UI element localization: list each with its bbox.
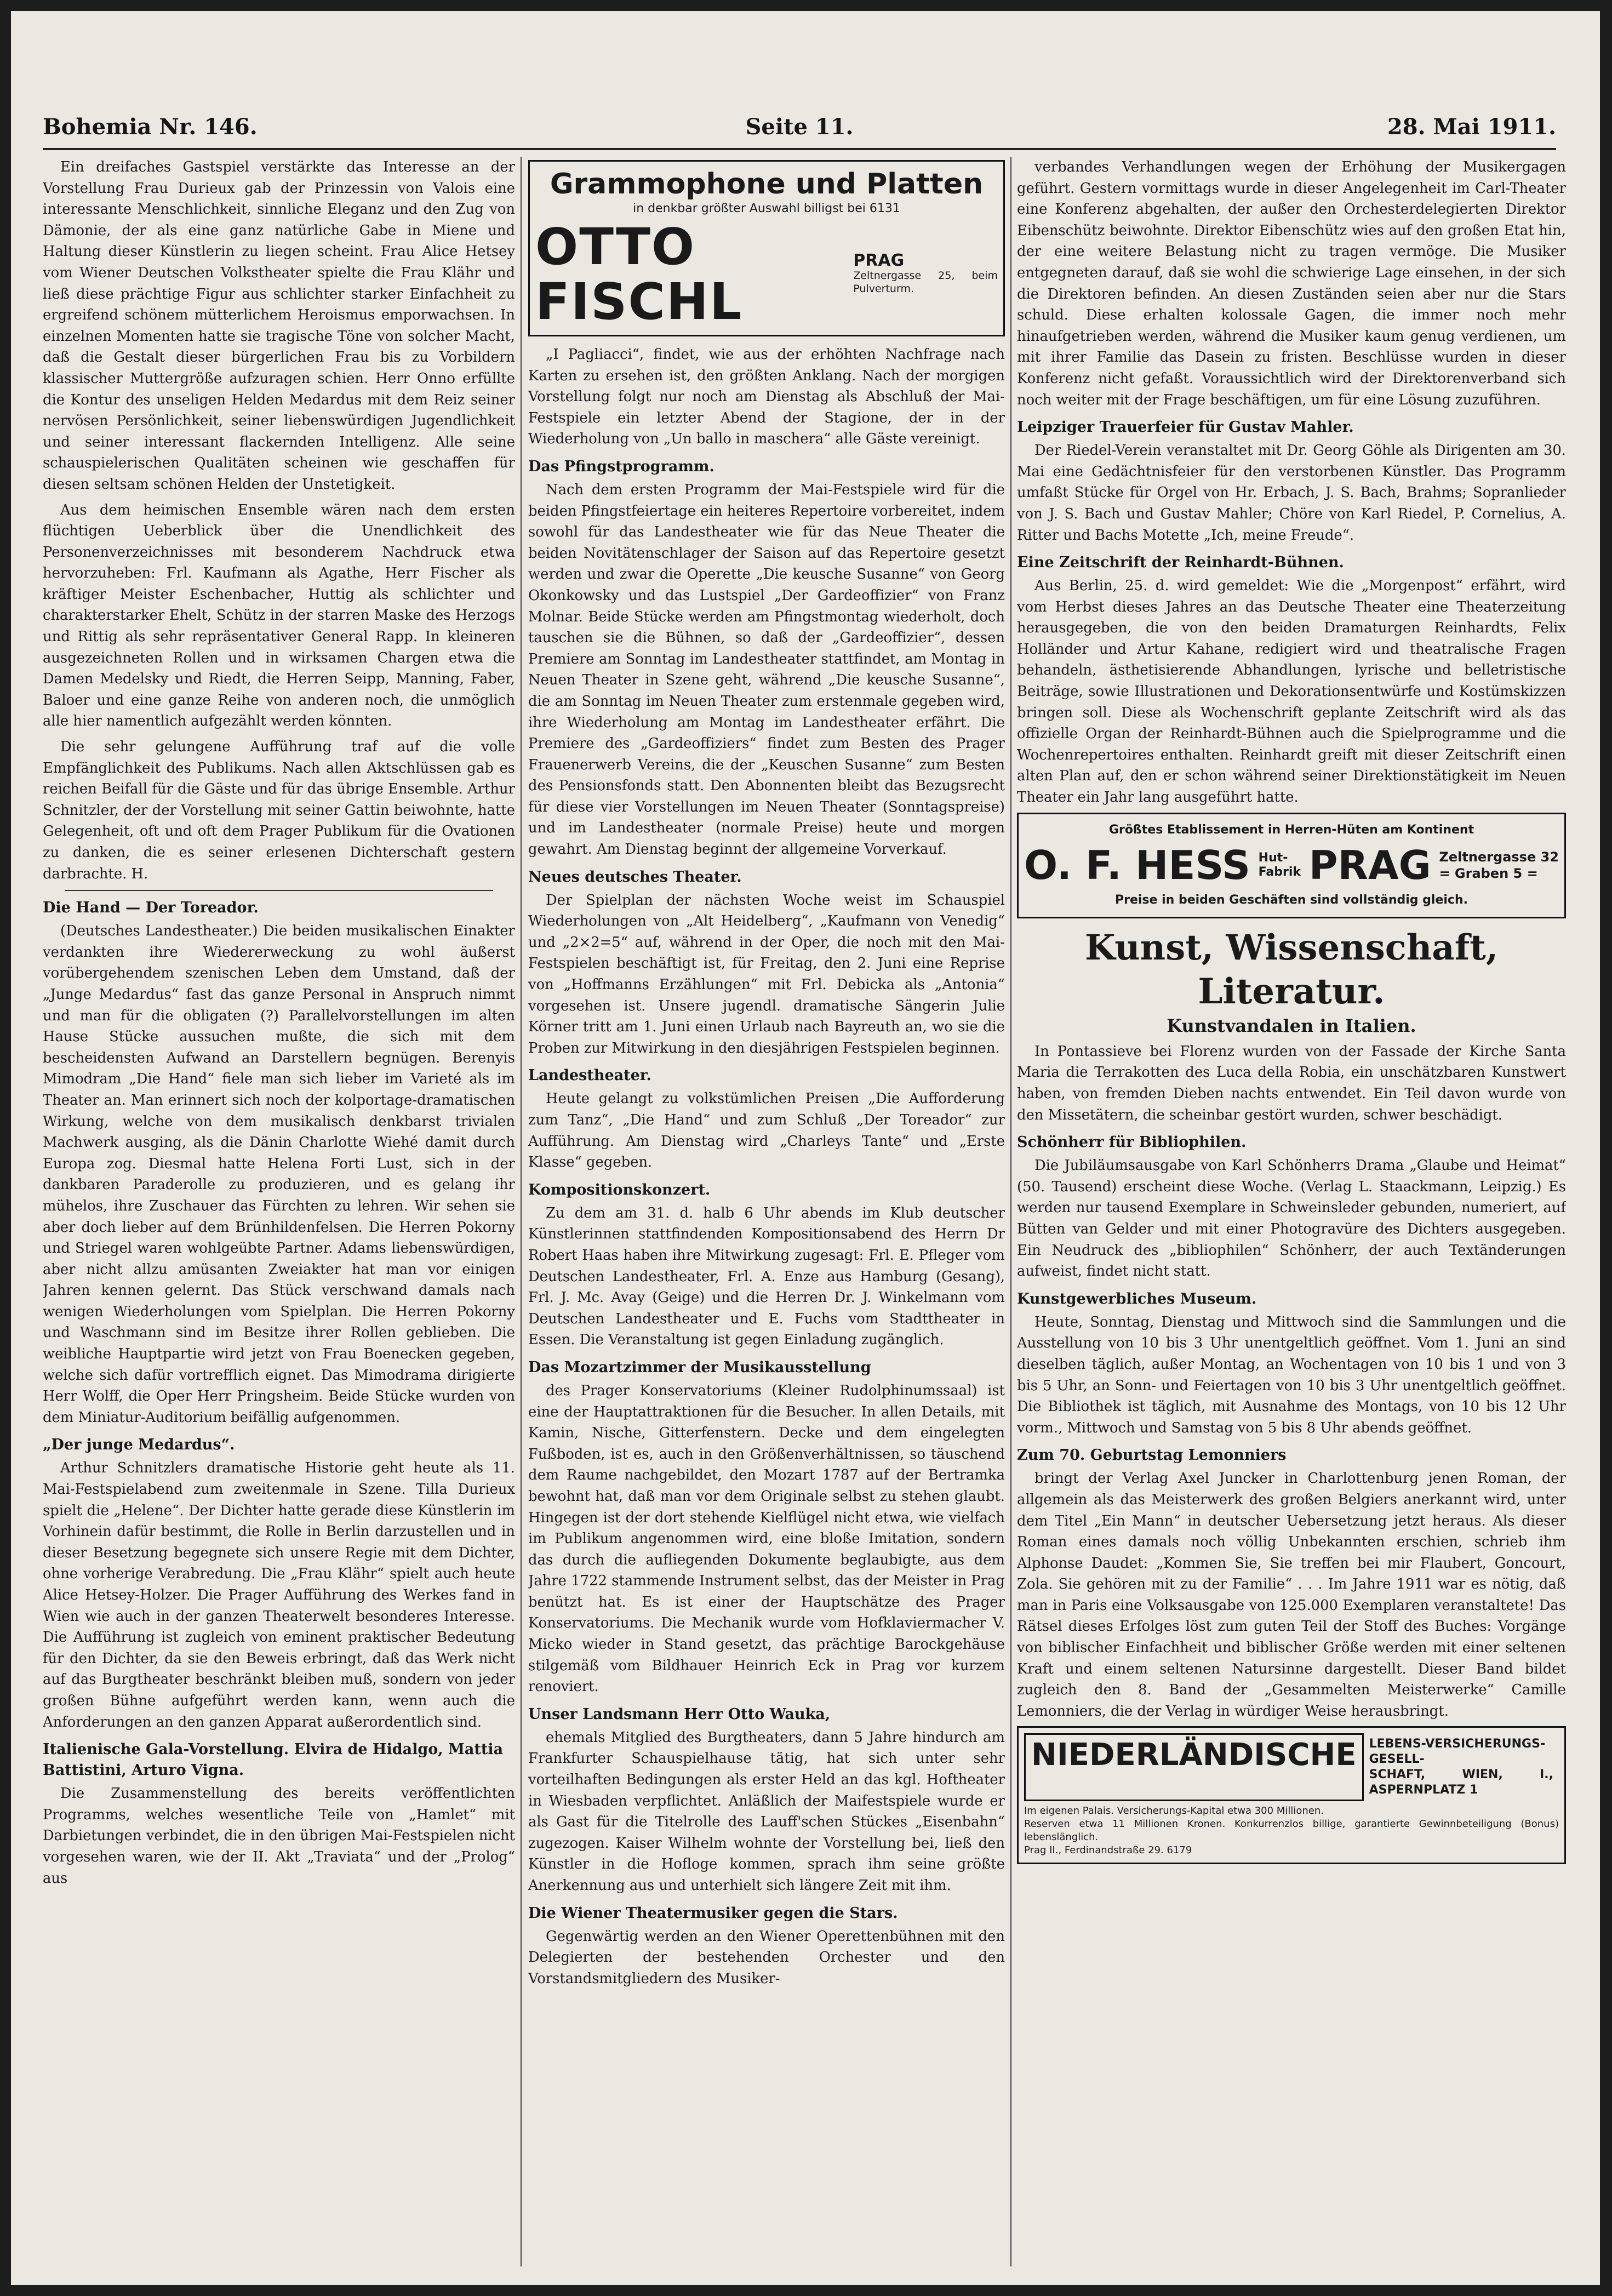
ad-city: PRAG [1308, 842, 1431, 888]
ad-code: 6131 [869, 202, 900, 215]
ad-subtitle [535, 201, 998, 216]
article-paragraph: Aus Berlin, 25. d. wird gemeldet: Wie die „Morgenpost“ erfährt, wird vom Herbst dieses Jahres an das Deutsche Theater eine Theaterzeitung herausgegeben, die von den beiden Dramaturgen Reinhardts, Felix Holländer und Artur Kahane, redigiert wird und theatralische Fragen behandeln, ästhetisierende Abhandlungen, lyrische und belletristische Beiträge, sowie Illustrationen und Dekorationsentwürfe und Kostümskizzen bringen soll. Diese als Wochenschrift geplante Zeitschrift wird als das offizielle Organ der Reinhardt-Bühnen auch die Spielprogramme und die Wochenrepertoires enthalten. Reinhardt greift mit dieser Zeitschrift einen alten Plan auf, den er schon während seiner Direktionstätigkeit im Neuen Theater ein Jahr lang ausgeführt hatte. [1017, 578, 1566, 806]
ad-main-row [1024, 1733, 1559, 1801]
ad-business-type-2: Fabrik [1258, 865, 1301, 879]
article-paragraph: Aus dem heimischen Ensemble wären nach dem ersten flüchtigen Ueberblick über die Unendlichkeit des Personenverzeichnisses mit besonderem Nachdruck etwa hervorzuheben: Frl. Kaufmann als Agathe, Herr Fischer als kräftiger Meister Eschenbacher, Huttig als schlichter und charakterstarker Ehelt, Schütz in der starren Maske des Herzogs und Rittig als sehr repräsentativer General Rapp. In kleineren ausgezeichneten Rollen und in wirksamen Chargen etwa die Damen Medelsky und Riedt, die Herren Seipp, Manning, Faber, Baloer und eine ganze Reihe von anderen noch, die unmöglich alle hier namentlich aufgezählt werden könnten. [43, 501, 515, 730]
advertisement-hess [1017, 813, 1566, 918]
article-heading: Unser Landsmann Herr Otto Wauka, [528, 1705, 831, 1723]
article-paragraph: Zu dem am 31. d. halb 6 Uhr abends im Klub deutscher Künstlerinnen stattfindenden Kompositionsabend des Herrn Dr Robert Haas haben ihre Mitwirkung zugesagt: Frl. E. Pfleger vom Deutschen Landestheater, Frl. A. Enze aus Hamburg (Gesang), Frl. J. Mc. Avay (Geige) und die Herren Dr. J. Winkelmann vom Deutschen Landestheater und E. Fuchs vom Stadttheater in Essen. Die Veranstaltung ist gegen Einladung zugänglich. [528, 1204, 1005, 1349]
article-heading: Das Mozartzimmer der Musikausstellung [528, 1358, 871, 1376]
ad-business-type-1: Hut- [1258, 851, 1288, 865]
advertisement-niederlaendische [1017, 1726, 1566, 1864]
article-paragraph: Ein dreifaches Gastspiel verstärkte das Interesse an der Vorstellung Frau Durieux gab der Prinzessin von Valois eine interessante Menschlichkeit, sinnliche Eleganz und den Zug von Dämonie, der als eine ganz natürliche Gabe in Miene und Haltung dieser Künstlerin zu liegen scheint. Frau Alice Hetsey vom Wiener Deutschen Volkstheater spielte die Frau Klähr und ließ diese prächtige Figur aus schlichter starker Einfachheit zu ergreifend schönem mütterlichem Heroismus emporwachsen. In einzelnen Momenten hatte sie tragische Töne von solcher Macht, daß die Gestalt dieser bürgerlichen Frau bis zu Vorbildern klassischer Muttergröße aufzuragen schien. Herr Onno erfüllte die Kontur des unseligen Helden Medardus mit dem Reiz seiner nervösen Persönlichkeit, seiner liebenswürdigen Jugendlichkeit und seiner interessant flackernden Intelligenz. Alle seine schauspielerischen Qualitäten scheinen wie geschaffen für diesen seltsam schönen Helden der Unstetigkeit. [43, 159, 515, 493]
ad-small-line: Im eigenen Palais. Versicherungs-Kapital etwa 300 Millionen. [1024, 1805, 1324, 1817]
article-heading: Die Wiener Theatermusiker gegen die Stars. [528, 1904, 898, 1922]
header-page-number: Seite 11. [745, 114, 854, 140]
article-heading: Leipziger Trauerfeier für Gustav Mahler. [1017, 419, 1354, 436]
ad-title: Grammophone und Platten [550, 168, 984, 201]
advertisement-grammophon [528, 160, 1005, 336]
article-paragraph: In Pontassieve bei Florenz wurden von der Fassade der Kirche Santa Maria die Terrakotten des Luca della Robia, ein unschätzbaren Kunstwert haben, von fremden Dieben nachts entwendet. Ein Teil davon wurde von den Missetätern, die scheinbar gestört wurden, schwer beschädigt. [1017, 1043, 1566, 1123]
article-heading: Schönherr für Bibliophilen. [1017, 1134, 1247, 1151]
ad-company-name: NIEDERLÄNDISCHE [1024, 1733, 1364, 1801]
column-left [43, 157, 515, 2272]
ad-footer: Preise in beiden Geschäften sind vollständig gleich. [1115, 893, 1468, 907]
article-heading: Zum 70. Geburtstag Lemonniers [1017, 1447, 1287, 1464]
ad-main-row [1024, 843, 1559, 888]
ad-small-print [1024, 1804, 1559, 1857]
ad-address-2: = Graben 5 = [1439, 866, 1538, 882]
article-paragraph: Die Jubiläumsausgabe von Karl Schönherrs Drama „Glaube und Heimat“ (50. Tausend) erscheint diese Woche. (Verlag L. Staackmann, Leipzig.) Es werden nur tausend Exemplare in Schweinsleder gebunden, numeriert, auf Bütten van Gelder und mit einer Photogravüre des Dichters ausgegeben. Ein Neudruck des „bibliophilen“ Schönherr, der auch Textänderungen aufweist, findet nicht statt. [1017, 1157, 1566, 1280]
newspaper-page [11, 11, 1600, 2285]
article-heading: Italienische Gala-Vorstellung. Elvira de Hidalgo, Mattia Battistini, Arturo Vigna. [43, 1741, 504, 1779]
article-paragraph: des Prager Konservatoriums (Kleiner Rudolphinumssaal) ist eine der Hauptattraktionen für die Besucher. In allen Details, mit Kamin, Nische, Gitterfenstern. Decke und dem eingelegten Fußboden, ist es, auch in den Größenverhältnissen, so täuschend dem Raume nachgebildet, den Mozart 1787 auf der Bertramka bewohnt hat, daß man vor dem Originale selbst zu stehen glaubt. Hingegen ist der dort stehende Kielflügel nicht etwa, wie vielfach im Publikum angenommen wird, eine bloße Imitation, sondern das durch die aufliegenden Dokumente beglaubigte, aus dem Jahre 1722 stammende Instrument selbst, das der Meister in Prag benützt hat. Es ist einer der Hauptschätze des Prager Konservatoriums. Die Mechanik wurde vom Hofklaviermacher V. Micko wieder in Stand gesetzt, das prächtige Barockgehäuse stilgemäß vom Bildhauer Heinrich Eck in Prag vor kurzem renoviert. [528, 1382, 1005, 1695]
article-heading: Eine Zeitschrift der Reinhardt-Bühnen. [1017, 554, 1344, 572]
article-paragraph: Arthur Schnitzlers dramatische Historie geht heute als 11. Mai-Festspielabend zum zweitenmale in Szene. Tilla Durieux spielt die „Helene“. Der Dichter hatte gerade diese Künstlerin im Vorhinein dafür bestimmt, die Rolle in Berlin darzustellen und in dieser Besetzung begegnete sich unsere Regie mit dem Dichter, ohne vorherige Verabredung. Die „Frau Klähr“ spielt auch heute Alice Hetsey-Holzer. Die Prager Aufführung des Werkes fand in Wien wie auch in der ganzen Theaterwelt besonderes Interesse. Die Aufführung ist zugleich von eminent praktischer Bedeutung für den Dichter, da sie den Beweis erbringt, daß das Werk nicht auf das Burgtheater beschränkt bleiben muß, sondern von jeder großen Bühne aufgeführt werden kann, wenn auch die Anforderungen an den ganzen Apparat außerordentlich sind. [43, 1460, 515, 1730]
page-header [43, 108, 1556, 147]
article-heading: Kompositionskonzert. [528, 1181, 711, 1198]
article-paragraph: ehemals Mitglied des Burgtheaters, dann 5 Jahre hindurch am Frankfurter Schauspielhause tätig, hat sich unter sehr vorteilhaften Bedingungen als erster Held an das kgl. Hoftheater in Wiesbaden verpflichtet. Anläßlich der Maifestspiele wurde er als Gast für die Titelrolle des Lauff'schen Stückes „Eisenbahn“ zugezogen. Kaiser Wilhelm wohnte der Vorstellung bei, ließ den Künstler in die Hofloge kommen, sprach ihm seine größte Anerkennung aus und unterhielt sich längere Zeit mit ihm. [528, 1729, 1005, 1894]
article-separator [65, 890, 493, 891]
article-paragraph: „I Pagliacci“, findet, wie aus der erhöhten Nachfrage nach Karten zu ersehen ist, den größten Anklang. Nach der morgigen Vorstellung folgt nur noch am Dienstag als Abschluß der Mai-Festspiele ein letzter Abend der Stagione, der in der Wiederholung von „Un ballo in maschera“ alle Gäste vereinigt. [528, 346, 1005, 448]
ad-city: PRAG [853, 250, 905, 270]
article-paragraph: Gegenwärtig werden an den Wiener Operettenbühnen mit den Delegierten der bestehenden Orchester und den Vorstandsmitgliedern des Musiker- [528, 1928, 1005, 1987]
article-paragraph: Die Zusammenstellung des bereits veröffentlichten Programms, welches wesentliche Teile von „Hamlet“ mit Darbietungen verbindet, die in den übrigen Mai-Festspielen nicht vorgesehen waren, wie der II. Akt „Traviata“ und der „Prolog“ aus [43, 1785, 515, 1887]
section-subtitle: Kunstvandalen in Italien. [1167, 1015, 1416, 1036]
article-paragraph: bringt der Verlag Axel Juncker in Charlottenburg jenen Roman, der allgemein als das Meisterwerk des großen Belgiers anerkannt wird, unter dem Titel „Ein Mann“ in deutscher Uebersetzung jetzt heraus. Als dieser Roman eines damals noch völlig Unbekannten erschien, schrieb ihm Alphonse Daudet: „Kommen Sie, Sie treffen bei mir Flaubert, Goncourt, Zola. Sie gehören mit zu der Familie“ . . . Im Jahre 1911 war es nötig, daß man in Paris eine Volksausgabe von 125.000 Exemplaren veranstaltete! Das Rätsel dieses Erfolges löst zum guten Teil der Stoff des Buches: Vorgänge von biblischer Einfachheit und biblischer Größe werden mit einer seltenen Kraft und einem seltenen Natursinne dargestellt. Dieser Band bildet zugleich den 8. Band der „Gesammelten Meisterwerke“ Camille Lemonniers, die der Verlag in würdiger Weise herausbringt. [1017, 1470, 1566, 1720]
article-heading: Kunstgewerbliches Museum. [1017, 1290, 1257, 1307]
ad-address-block [853, 250, 998, 295]
column-middle [528, 157, 1005, 2272]
article-paragraph: Der Spielplan der nächsten Woche weist im Schauspiel Wiederholungen von „Alt Heidelberg“, „Kaufmann von Venedig“ und „2×2=5“ auf, während in der Oper, die noch mit den Mai-Festspielen beschäftigt ist, für Freitag, den 2. Juni eine Reprise von „Hoffmanns Erzählungen“ mit Frl. Debicka als „Antonia“ vorgesehen ist. Unsere jugendl. dramatische Sängerin Julie Körner tritt am 1. Juni einen Urlaub nach Bayreuth an, wo sie die Proben zur Mitwirkung in den diesjährigen Festspielen beginnen. [528, 892, 1005, 1056]
article-heading: Die Hand — Der Toreador. [43, 899, 259, 917]
header-rule [43, 148, 1556, 150]
article-paragraph: verbandes Verhandlungen wegen der Erhöhung der Musikergagen geführt. Gestern vormittags wurde in dieser Angelegenheit im Carl-Theater eine Konferenz abgehalten, der außer den Orchesterdelegierten Direktor Eibenschütz beiwohnte. Direktor Eibenschütz wies auf den großen Etat hin, der eine weitere Belastung nicht zu tragen vermöge. Die Musiker entgegneten darauf, daß sie wohl die schwierige Lage einsehen, in der sich die Direktoren befinden. An diesen Zuständen seien aber nur die Stars schuld. Diese erhalten kolossale Gagen, die immer noch mehr hinaufgetrieben werden, während die Musiker kaum genug verdienen, um mit ihrer Familie das Dasein zu fristen. Beschlüsse wurden in dieser Konferenz nicht gefaßt. Voraussichtlich wird der Direktorenverband sich noch weiter mit der Frage beschäftigen, um für eine Lösung zuzuführen. [1017, 159, 1566, 408]
article-paragraph: Heute, Sonntag, Dienstag und Mittwoch sind die Sammlungen und die Ausstellung von 10 bis 3 Uhr unentgeltlich geöffnet. Vom 1. Juni an sind dieselben täglich, außer Montag, an Wochentagen von 10 bis 1 und von 3 bis 5 Uhr, an Sonn- und Feiertagen von 10 bis 3 Uhr unentgeltlich geöffnet. Die Bibliothek ist täglich, mit Ausnahme des Montags, von 10 bis 12 Uhr vorm., Mittwoch und Samstag von 5 bis 8 Uhr abends geöffnet. [1017, 1313, 1566, 1436]
ad-address-block [1439, 849, 1559, 882]
article-paragraph: Nach dem ersten Programm der Mai-Festspiele wird für die beiden Pfingstfeiertage ein heiteres Repertoire vorbereitet, indem sowohl für das Landestheater wie für das Neue Theater die beiden Novitätenschlager der Saison auf das Repertoire gesetzt werden und zwar die Operette „Die keusche Susanne“ von Georg Okonkowsky und das Lustspiel „Der Gardeoffizier“ von Franz Molnar. Beide Stücke werden am Pfingstmontag wiederholt, doch tauschen sie die Bühnen, so daß der „Gardeoffizier“, dessen Premiere am Sonntag im Landestheater stattfindet, am Montag in Neuen Theater in Szene geht, während „Die keusche Susanne“, die am Sonntag im Neuen Theater zum erstenmale gegeben wird, ihre Wiederholung am Montag im Landestheater erfährt. Die Premiere des „Gardeoffiziers“ findet zum Besten des Prager Frauenerwerb Vereins, die der „Keuschen Susanne“ zum Besten des Pensionsfonds statt. Den Abonnenten bleibt das Bezugsrecht für diese vier Vorstellungen im Neuen Theater (Sonntagspreise) und im Landestheater (normale Preise) heute und morgen gewahrt. Am Dienstag beginnt der allgemeine Vorverkauf. [528, 481, 1005, 858]
ad-address-1: Zeltnergasse 32 [1439, 849, 1559, 865]
header-issue: Bohemia Nr. 146. [43, 114, 258, 140]
ad-company-detail-1: LEBENS-VERSICHERUNGS-GESELL- [1369, 1737, 1546, 1767]
ad-address: Zeltnergasse 25, beim Pulverturm. [853, 269, 998, 295]
ad-main-row [535, 220, 998, 329]
section-title: Kunst, Wissenschaft, Literatur. [1084, 927, 1499, 1012]
ad-company-name: OTTO FISCHL [535, 218, 743, 331]
ad-small-line: Prag II., Ferdinandstraße 29. 6179 [1024, 1844, 1192, 1857]
article-heading: Landestheater. [528, 1067, 651, 1084]
column-right [1017, 157, 1566, 2272]
column-divider [521, 157, 522, 2266]
ad-small-line: Reserven etwa 11 Millionen Kronen. Konkurrenzlos billige, garantierte Gewinnbeteiligung (Bonus) lebenslänglich. [1024, 1818, 1559, 1843]
article-paragraph: Die sehr gelungene Aufführung traf auf die volle Empfänglichkeit des Publikums. Nach allen Aktschlüssen gab es reichen Beifall für die Gäste und für das übrige Ensemble. Arthur Schnitzler, der der Vorstellung mit seiner Gattin beiwohnte, hatte Gelegenheit, oft und oft dem Prager Publikum für die Ovationen zu danken, die es seiner erlesenen Dichterschaft gestern darbrachte. H. [43, 739, 515, 882]
article-paragraph: Heute gelangt zu volkstümlichen Preisen „Die Aufforderung zum Tanz“, „Die Hand“ und zum Schluß „Der Toreador“ zur Aufführung. Am Dienstag wird „Charleys Tante“ und „Erste Klasse“ gegeben. [528, 1090, 1005, 1171]
ad-subtitle-text: in denkbar größter Auswahl billigst bei [633, 202, 866, 215]
ad-company-name: O. F. HESS [1024, 842, 1250, 889]
ad-business-type [1259, 851, 1301, 879]
ad-top-line: Größtes Etablissement in Herren-Hüten am Kontinent [1108, 823, 1474, 837]
article-paragraph: Der Riedel-Verein veranstaltet mit Dr. Georg Göhle als Dirigenten am 30. Mai eine Gedächtnisfeier für den verstorbenen Künstler. Das Programm umfaßt Stücke für Orgel von Hr. Erbach, J. S. Bach, Brahms; Sopranlieder von J. S. Bach und Gustav Mahler; Chöre von Karl Riedel, P. Cornelius, A. Ritter und Bachs Motette „Ich, meine Freude“. [1017, 442, 1566, 544]
ad-company-detail-2: SCHAFT, WIEN, I., ASPERNPLATZ 1 [1369, 1768, 1553, 1797]
header-date: 28. Mai 1911. [1387, 114, 1556, 140]
article-heading: Das Pfingstprogramm. [528, 458, 714, 475]
article-heading: Neues deutsches Theater. [528, 868, 742, 886]
column-divider [1010, 157, 1011, 2266]
article-paragraph: (Deutsches Landestheater.) Die beiden musikalischen Einakter verdankten ihre Wiedererweckung zu wohl äußerst vorübergehendem szenischen Leben dem Umstand, daß der „Junge Medardus“ fast das ganze Personal in Anspruch nimmt und man für die obligaten (?) Parallelvorstellungen im alten Hause Stücke aussuchen mußte, die sich mit dem bescheidensten Aufwand an Darstellern begnügen. Berenyis Mimodram „Die Hand“ fiele man sich lieber im Varieté als im Theater an. Man erinnert sich noch der kolportage-dramatischen Wirkung, welche von dem musikalisch denkbarst trivialen Machwerk ausging, als die Dänin Charlotte Wiehé damit durch Europa zog. Diesmal hatte Helena Forti Lust, sich in der dankbaren Paraderolle zu produzieren, und es gelang ihr mühelos, ihre Zuschauer das Fürchten zu lehren. Wir sehen sie aber doch lieber auf dem Brünhildenfelsen. Die Herren Pokorny und Striegel waren wohlgeübte Partner. Adams liebenswürdigen, aber nicht allzu amüsanten Zweiakter hat man vor einigen Jahren kennen gelernt. Das Stück verschwand damals nach wenigen Wiederholungen vom Spielplan. Die Herren Pokorny und Waschmann sind im Besitze ihrer Rollen geblieben. Die weibliche Hauptpartie wird jetzt von Frau Boenecken gegeben, welche sich dafür vortrefflich eignet. Das Mimodrama dirigierte Herr Wolff, die Oper Herr Pringsheim. Beide Stücke wurden von dem Miniatur-Auditorium beifällig aufgenommen. [43, 923, 515, 1426]
article-heading: „Der junge Medardus“. [43, 1436, 235, 1454]
ad-company-detail [1364, 1733, 1559, 1801]
